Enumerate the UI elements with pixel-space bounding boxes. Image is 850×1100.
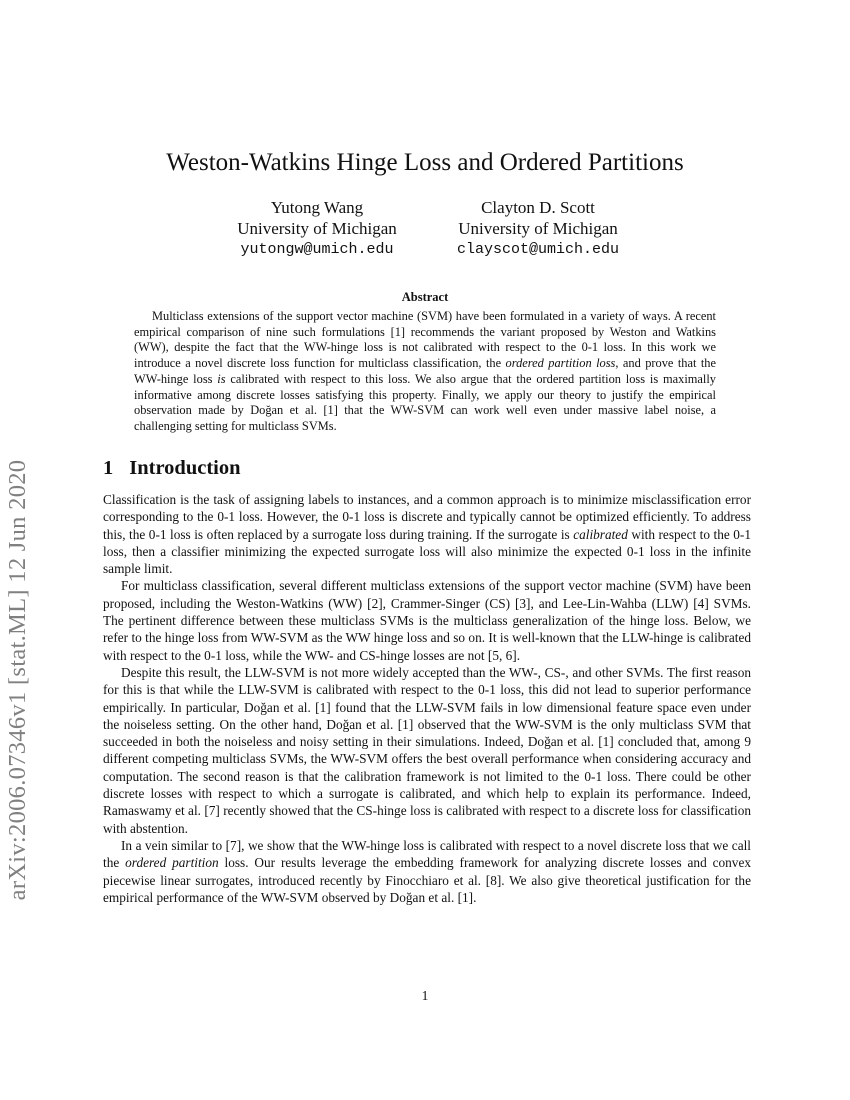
author-name: Clayton D. Scott	[481, 198, 595, 217]
paragraph-1: Classification is the task of assigning labels to instances, and a common approach is to minimize misclassification error corresponding to the 0-1 loss. However, the 0-1 loss is discrete and typically cannot be optimized efficiently. To address this, the 0-1 loss is often replaced by a surrogate loss during training. If the surrogate is calibrated with respect to the 0-1 loss, then a classifier minimizing the expected surrogate loss will also minimize the expected 0-1 loss in the infinite sample limit.	[103, 492, 751, 577]
paragraph-2: For multiclass classification, several different multiclass extensions of the support vector machine (SVM) have been proposed, including the Weston-Watkins (WW) [2], Crammer-Singer (CS) [3], and Lee-Lin-Wahba (LLW) [4] SVMs. The pertinent difference between these multiclass SVMs is the multiclass generalization of the hinge loss. Below, we refer to the hinge loss from WW-SVM as the WW hinge loss and so on. It is well-known that the LLW-hinge is calibrated with respect to the 0-1 loss, while the WW- and CS-hinge losses are not [5, 6].	[103, 578, 751, 663]
introduction-body	[103, 491, 751, 906]
paper-title: Weston-Watkins Hinge Loss and Ordered Partitions	[166, 149, 684, 176]
section-number: 1	[103, 457, 114, 479]
paragraph-3: Despite this result, the LLW-SVM is not more widely accepted than the WW-, CS-, and other SVMs. The first reason for this is that while the LLW-SVM is calibrated with respect to the 0-1 loss, this did not lead to superior performance empirically. In particular, Doğan et al. [1] found that the LLW-SVM fails in low dimensional feature space even under the noiseless setting. On the other hand, Doğan et al. [1] observed that the WW-SVM is the only multiclass SVM that succeeded in both the noiseless and noisy setting in their simulations. Indeed, Doğan et al. [1] concluded that, among 9 different competing multiclass SVMs, the WW-SVM offers the best overall performance when considering accuracy and computation. The second reason is that the calibration framework is not limited to the 0-1 loss. There could be other discrete losses with respect to which a surrogate is calibrated, and which help to explain its performance. Indeed, Ramaswamy et al. [7] recently showed that the CS-hinge loss is calibrated with respect to a discrete loss for classification with abstention.	[103, 664, 751, 836]
section-title: Introduction	[129, 457, 241, 479]
author-affiliation: University of Michigan	[458, 219, 618, 238]
author-name: Yutong Wang	[270, 198, 364, 217]
author-block-1	[226, 197, 408, 260]
author-email: yutongw@umich.edu	[240, 241, 394, 258]
author-block-2	[447, 197, 629, 260]
paragraph-4: In a vein similar to [7], we show that the WW-hinge loss is calibrated with respect to a novel discrete loss that we call the ordered partition loss. Our results leverage the embedding framework for analyzing discrete losses and convex piecewise linear surrogates, introduced recently by Finocchiaro et al. [8]. We also give theoretical justification for the empirical performance of the WW-SVM observed by Doğan et al. [1].	[103, 837, 751, 905]
arxiv-identifier: arXiv:2006.07346v1 [stat.ML] 12 Jun 2020	[4, 459, 31, 901]
author-email: clayscot@umich.edu	[456, 241, 620, 258]
abstract-text: Multiclass extensions of the support vector machine (SVM) have been formulated in a variety of ways. A recent empirical comparison of nine such formulations [1] recommends the variant proposed by Weston and Watkins (WW), despite the fact that the WW-hinge loss is not calibrated with respect to the 0-1 loss. In this work we introduce a novel discrete loss function for multiclass classification, the ordered partition loss, and prove that the WW-hinge loss is calibrated with respect to this loss. We also argue that the ordered partition loss is maximally informative among discrete losses satisfying this property. Finally, we apply our theory to justify the empirical observation made by Doğan et al. [1] that the WW-SVM can work well even under massive label noise, a challenging setting for multiclass SVMs.	[134, 309, 716, 433]
page-number: 1	[421, 988, 429, 1003]
arxiv-identifier-sidebar	[4, 459, 38, 901]
section-heading-introduction	[103, 457, 241, 480]
abstract-heading: Abstract	[401, 290, 449, 304]
author-affiliation: University of Michigan	[237, 219, 397, 238]
